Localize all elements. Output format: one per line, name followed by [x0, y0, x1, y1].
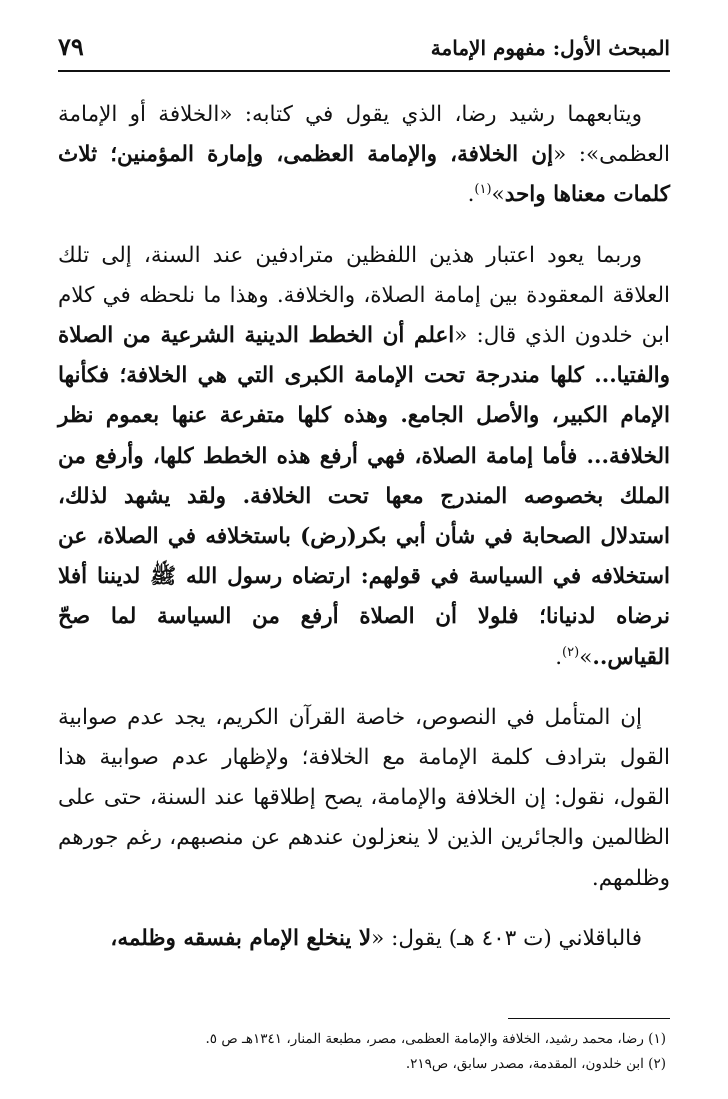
text-segment: فالباقلاني (ت ٤٠٣ هـ) يقول: «	[371, 925, 642, 951]
paragraph	[58, 95, 670, 216]
footnote-divider	[508, 1018, 670, 1019]
bold-quote: لا ينخلع الإمام بفسقه وظلمه،	[110, 925, 372, 951]
text-segment: »	[579, 644, 593, 670]
paragraph	[58, 236, 670, 678]
page-number: ٧٩	[58, 32, 84, 61]
main-text	[58, 95, 670, 959]
footnote: (٢) ابن خلدون، المقدمة، مصدر سابق، ص٢١٩.	[405, 1056, 666, 1072]
running-title: المبحث الأول: مفهوم الإمامة	[430, 36, 670, 60]
footnote-reference[interactable]: (١)	[474, 182, 492, 198]
paragraph	[58, 698, 670, 899]
footnote-reference[interactable]: (٢)	[562, 644, 580, 660]
text-segment: وربما يعود اعتبار هذين اللفظين مترادفين عند السنة، إلى تلك العلاقة المعقودة بين إمامة الصلاة، والخلافة. وهذا ما نلحظه في كلام ابن خلدون الذي قال: «	[58, 242, 671, 349]
text-segment: .	[467, 182, 475, 208]
text-segment: ويتابعهما رشيد رضا، الذي يقول في كتابه: «الخلافة أو الإمامة العظمى»: «	[58, 102, 670, 168]
text-segment: .	[555, 644, 563, 670]
footnote: (١) رضا، محمد رشيد، الخلافة والإمامة العظمى، مصر، مطبعة المنار، ١٣٤١هـ ص ٥.	[205, 1031, 666, 1047]
bold-quote: إن الخلافة، والإمامة العظمى، وإمارة المؤمنين؛ ثلاث كلمات معناها واحد	[58, 142, 670, 208]
footnotes	[58, 1027, 670, 1077]
page-header	[58, 30, 670, 72]
text-segment: إن المتأمل في النصوص، خاصة القرآن الكريم، يجد عدم صوابية القول بترادف كلمة الإمامة مع الخلافة؛ ولإظهار عدم صوابية هذا القول، نقول: إن الخلافة والإمامة، يصح إطلاقها عند السنة، حتى على الظالمين والجائرين الذين لا ينعزلون عندهم عن منصبهم، رغم جورهم وظلمهم.	[58, 704, 670, 891]
text-segment: »	[491, 182, 505, 208]
paragraph	[58, 919, 670, 959]
bold-quote: اعلم أن الخطط الدينية الشرعية من الصلاة والفتيا... كلها مندرجة تحت الإمامة الكبرى التي هي الخلافة؛ فكأنها الإمام الكبير، والأصل الجامع. وهذه كلها متفرعة عنها بعموم نظر الخلافة... فأما إمامة الصلاة، فهي أرفع هذه الخطط كلها، وأرفع من الملك بخصوصه المندرج معها تحت الخلافة. ولقد يشهد لذلك، استدلال الصحابة في شأن أبي بكر(رض) باستخلافه في الصلاة، عن استخلافه في السياسة في قولهم: ارتضاه رسول الله ﷺ لديننا أفلا نرضاه لدنيانا؛ فلولا أن الصلاة أرفع من السياسة لما صحّ القياس..	[58, 323, 670, 670]
